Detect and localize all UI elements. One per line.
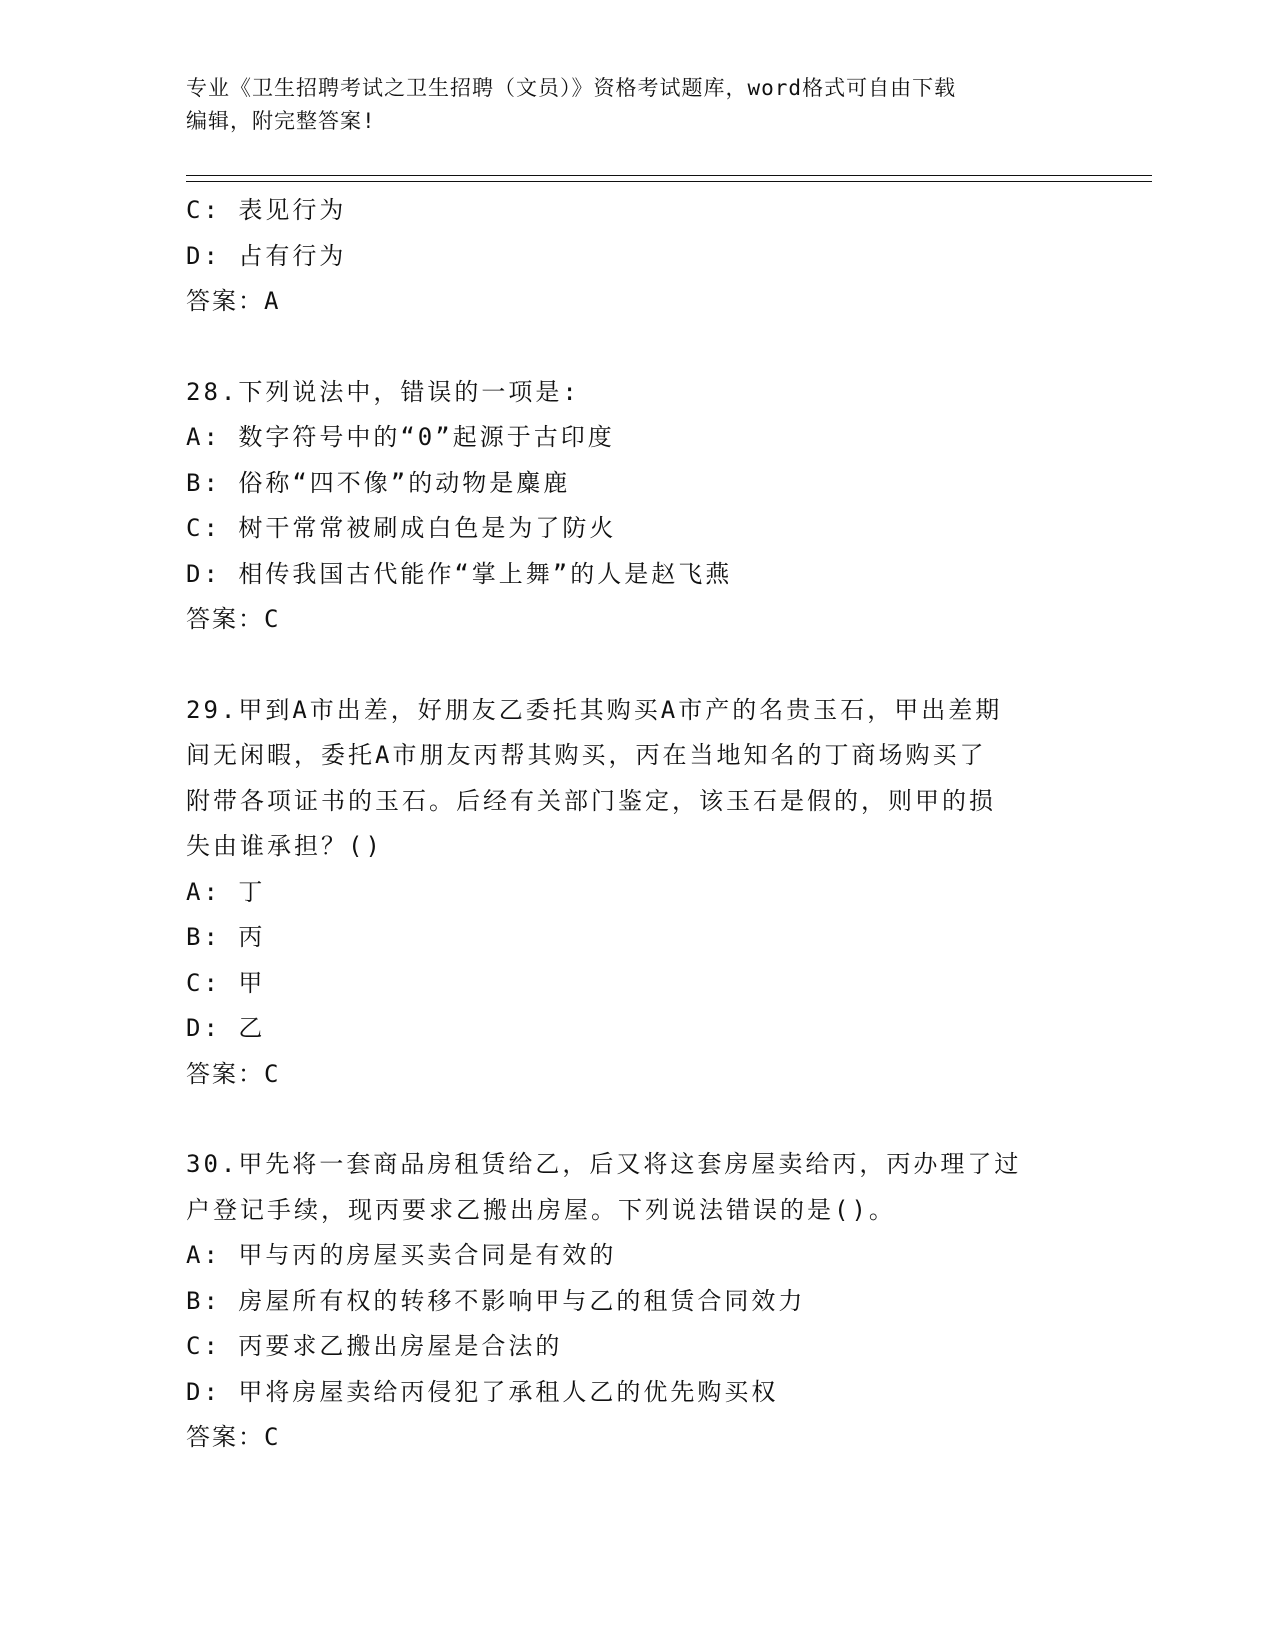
question-stem-line: 失由谁承担？(): [186, 832, 383, 860]
option-c: C: 丙要求乙搬出房屋是合法的: [186, 1332, 563, 1360]
answer-line: 答案：C: [186, 1423, 281, 1451]
spacer: [186, 1097, 1106, 1142]
option-c: C: 表见行为: [186, 196, 347, 224]
option-b: B: 丙: [186, 923, 266, 951]
option-a: A: 数字符号中的“0”起源于古印度: [186, 423, 615, 451]
document-header: [186, 72, 1086, 138]
option-d: D: 甲将房屋卖给丙侵犯了承租人乙的优先购买权: [186, 1377, 779, 1406]
answer-line: 答案：A: [186, 287, 281, 315]
spacer: [186, 325, 1106, 370]
header-line-1: 专业《卫生招聘考试之卫生招聘（文员）》资格考试题库，word格式可自由下载: [186, 76, 957, 100]
option-d: D: 占有行为: [186, 241, 347, 270]
option-b: B: 房屋所有权的转移不影响甲与乙的租赁合同效力: [186, 1286, 806, 1315]
option-c: C: 甲: [186, 968, 266, 997]
question-list: [186, 188, 1106, 1461]
question-stem-line: 间无闲暇，委托A市朋友丙帮其购买，丙在当地知名的丁商场购买了: [186, 741, 987, 769]
question-28: [186, 370, 1106, 643]
question-30: [186, 1142, 1106, 1461]
question-stem-line: 户登记手续，现丙要求乙搬出房屋。下列说法错误的是()。: [186, 1195, 896, 1224]
option-d: D: 乙: [186, 1014, 266, 1042]
header-divider-top: [186, 175, 1152, 176]
question-stem-line: 28.下列说法中，错误的一项是:: [186, 377, 580, 406]
question-stem-line: 29.甲到A市出差，好朋友乙委托其购买A市产的名贵玉石，甲出差期: [186, 695, 1003, 724]
previous-question-tail: [186, 188, 1106, 325]
option-c: C: 树干常常被刷成白色是为了防火: [186, 514, 617, 542]
answer-line: 答案：C: [186, 1059, 281, 1088]
spacer: [186, 643, 1106, 688]
answer-line: 答案：C: [186, 605, 281, 633]
option-d: D: 相传我国古代能作“掌上舞”的人是赵飞燕: [186, 559, 733, 588]
question-29: [186, 688, 1106, 1098]
option-b: B: 俗称“四不像”的动物是麋鹿: [186, 468, 571, 497]
option-a: A: 甲与丙的房屋买卖合同是有效的: [186, 1241, 617, 1269]
option-a: A: 丁: [186, 877, 266, 906]
header-line-2: 编辑，附完整答案!: [186, 109, 376, 133]
question-stem-line: 30.甲先将一套商品房租赁给乙，后又将这套房屋卖给丙，丙办理了过: [186, 1150, 1022, 1178]
header-divider-bottom: [186, 181, 1152, 182]
question-stem-line: 附带各项证书的玉石。后经有关部门鉴定，该玉石是假的，则甲的损: [186, 786, 996, 815]
